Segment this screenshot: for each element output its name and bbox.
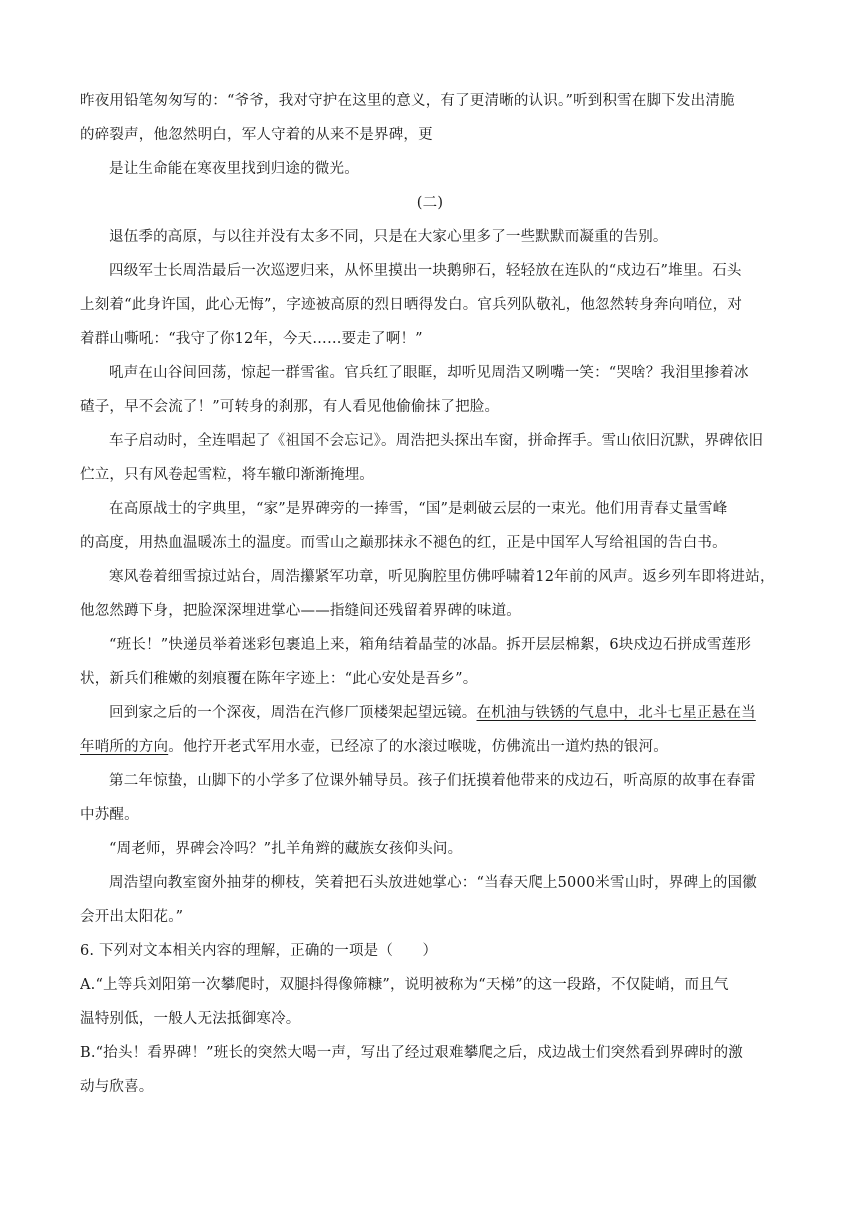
paragraph-line xyxy=(80,730,780,764)
paragraph-line: 他忽然蹲下身，把脸深深埋进掌心——指缝间还残留着界碑的味道。 xyxy=(80,603,521,619)
paragraph-line: 上刻着“此身许国，此心无悔”，字迹被高原的烈日晒得发白。官兵列队敬礼，他忽然转身奔向哨位，对 xyxy=(80,297,743,313)
paragraph-line: 吼声在山谷间回荡，惊起一群雪雀。官兵红了眼眶，却听见周浩又咧嘴一笑：“哭啥？我泪里掺着冰 xyxy=(109,365,749,381)
paragraph-line: 车子启动时，全连唱起了《祖国不会忘记》。周浩把头探出车窗，拼命挥手。雪山依旧沉默，界碑依旧 xyxy=(109,433,764,449)
text-line: 的碎裂声，他忽然明白，军人守着的从来不是界碑，更 xyxy=(80,127,433,143)
underlined-text: 年哨所的方向 xyxy=(80,739,169,755)
paragraph-line: 会开出太阳花。” xyxy=(80,909,184,925)
plain-text: 回到家之后的一个深夜，周浩在汽修厂顶楼架起望远镜。 xyxy=(109,705,477,721)
paragraph-line: “周老师，界碑会冷吗？”扎羊角辫的藏族女孩仰头问。 xyxy=(109,841,463,857)
underlined-text: 在机油与铁锈的气息中，北斗七星正悬在当 xyxy=(476,705,756,721)
paragraph-line: 退伍季的高原，与以往并没有太多不同，只是在大家心里多了一些默默而凝重的告别。 xyxy=(109,229,668,245)
paragraph-line: 四级军士长周浩最后一次巡逻归来，从怀里摸出一块鹅卵石，轻轻放在连队的“戍边石”堆里。石头 xyxy=(109,263,742,279)
paragraph-line: 碴子，早不会流了！”可转身的刹那，有人看见他偷偷抹了把脸。 xyxy=(80,399,500,415)
paragraph-line: 的高度，用热血温暖冻土的温度。而雪山之巅那抹永不褪色的红，正是中国军人写给祖国的告白书。 xyxy=(80,535,727,551)
paragraph-line: “班长！”快递员举着迷彩包裹追上来，箱角结着晶莹的冰晶。拆开层层棉絮，6块戍边石拼成雪莲形 xyxy=(109,637,752,653)
text-line: 是让生命能在寒夜里找到归途的微光。 xyxy=(109,161,359,177)
option-b-line: B.“抬头！看界碑！”班长的突然大喝一声，写出了经过艰难攀爬之后，戍边战士们突然看到界碑时的激 xyxy=(80,1045,743,1061)
section-title: (二) xyxy=(416,195,444,211)
paragraph-line: 伫立，只有风卷起雪粒，将车辙印渐渐掩埋。 xyxy=(80,467,374,483)
paragraph-line: 周浩望向教室窗外抽芽的柳枝，笑着把石头放进她掌心：“当春天爬上5000米雪山时，界碑上的国徽 xyxy=(109,875,758,891)
paragraph-line: 状，新兵们稚嫩的刻痕覆在陈年字迹上：“此心安处是吾乡”。 xyxy=(80,671,478,687)
paragraph-line xyxy=(80,696,780,730)
paragraph-line: 寒风卷着细雪掠过站台，周浩攥紧军功章，听见胸腔里仿佛呼啸着12年前的风声。返乡列车即将进站， xyxy=(109,569,775,585)
option-a-line: A.“上等兵刘阳第一次攀爬时，双腿抖得像筛糠”，说明被称为“天梯”的这一段路，不仅陡峭，而且气 xyxy=(80,977,729,993)
paragraph-line: 中苏醒。 xyxy=(80,807,139,823)
text-line: 昨夜用铅笔匆匆写的：“爷爷，我对守护在这里的意义，有了更清晰的认识。”听到积雪在脚下发出清脆 xyxy=(80,93,735,109)
paragraph-line: 着群山嘶吼：“我守了你12年，今天……要走了啊！” xyxy=(80,331,423,347)
paragraph-line: 在高原战士的字典里，“家”是界碑旁的一捧雪，“国”是刺破云层的一束光。他们用青春丈量雪峰 xyxy=(109,501,728,517)
question-stem: 6. 下列对文本相关内容的理解，正确的一项是（ ） xyxy=(80,943,438,959)
paragraph-line: 第二年惊蛰，山脚下的小学多了位课外辅导员。孩子们抚摸着他带来的戍边石，听高原的故事在春雷 xyxy=(109,773,756,789)
option-a-line: 温特别低，一般人无法抵御寒冷。 xyxy=(80,1011,301,1027)
plain-text: 。他拧开老式军用水壶，已经凉了的水滚过喉咙，仿佛流出一道灼热的银河。 xyxy=(168,739,668,755)
option-b-line: 动与欣喜。 xyxy=(80,1079,154,1095)
